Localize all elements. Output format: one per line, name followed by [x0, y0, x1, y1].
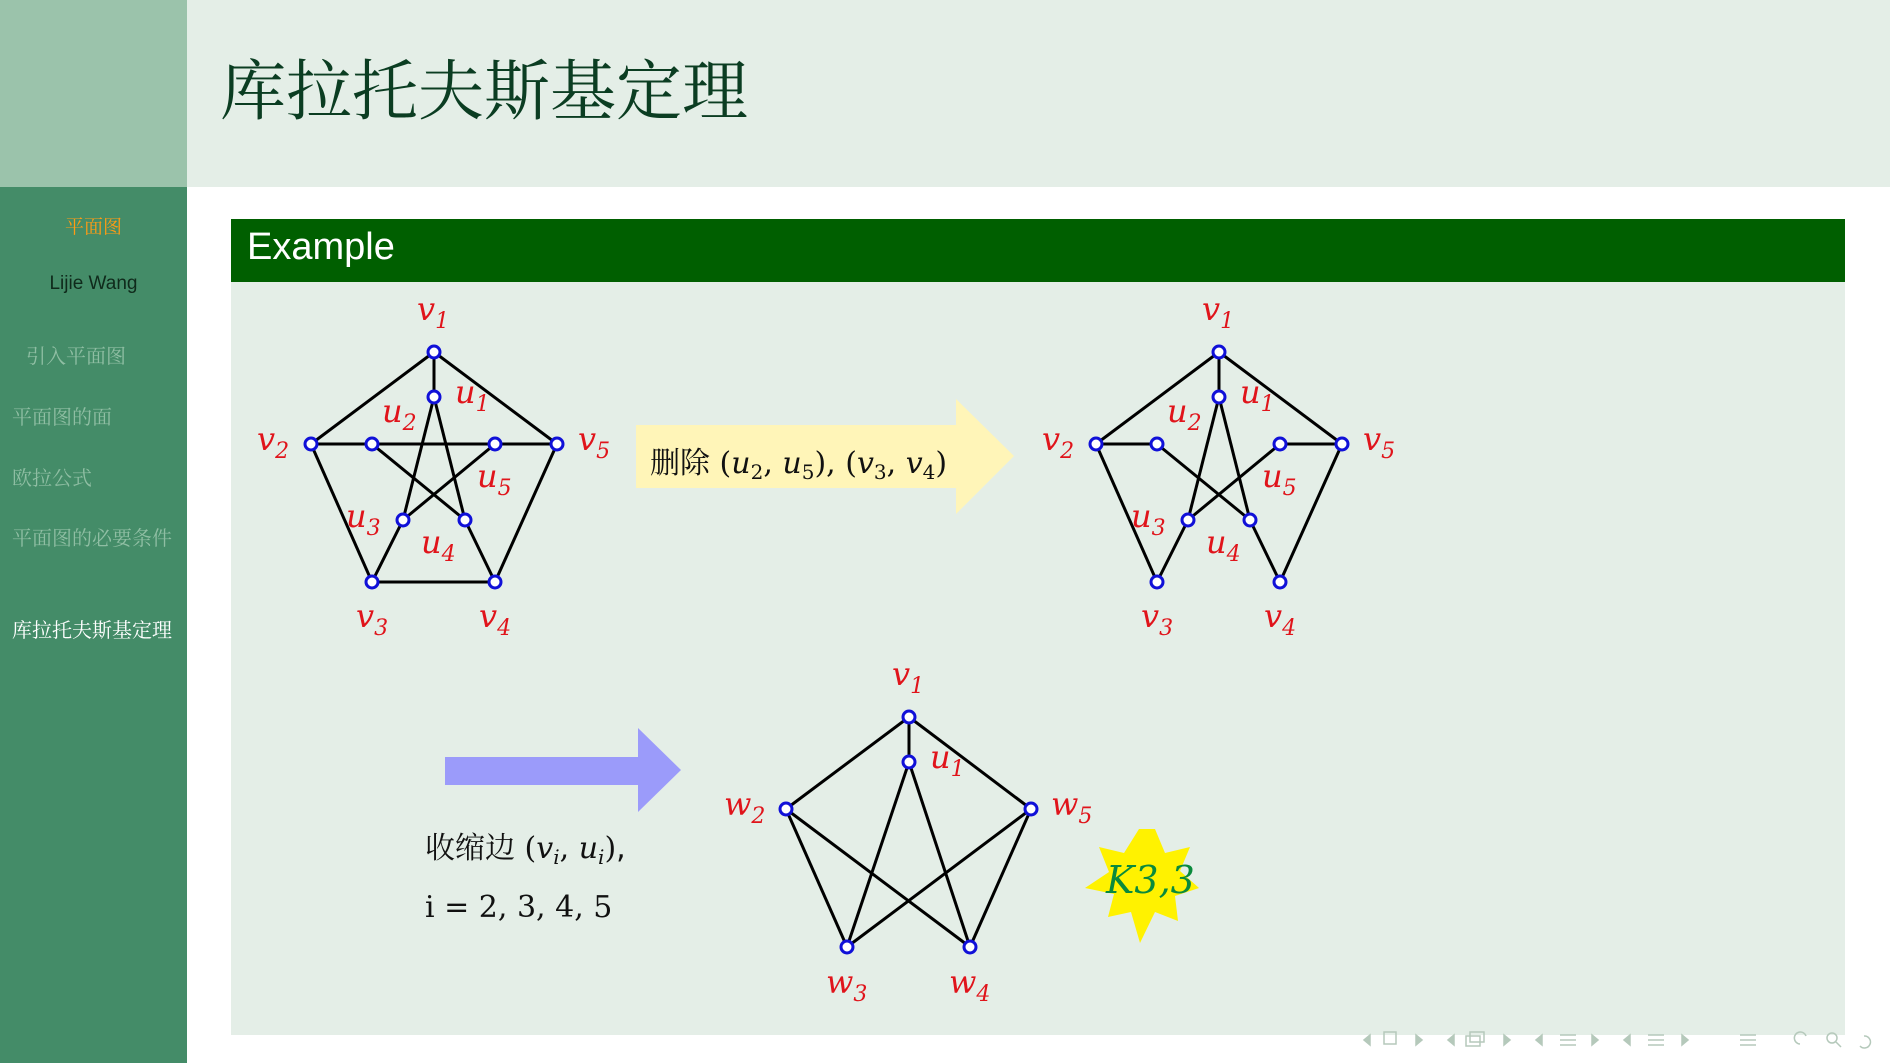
svg-text:v3: $v_3$	[1141, 597, 1174, 641]
svg-text:u4: $u_4$	[421, 523, 456, 567]
k33-label: K3,3	[1106, 858, 1195, 902]
sidebar-item-necessary[interactable]: 平面图的必要条件	[12, 526, 172, 550]
svg-text:v1: $v_1$	[892, 655, 925, 699]
svg-text:u1: $u_1$	[1240, 373, 1275, 417]
graph-contracted-labels	[724, 655, 1092, 1007]
svg-text:u2: $u_2$	[382, 392, 417, 436]
svg-text:u1: $u_1$	[455, 373, 490, 417]
svg-text:w3: $w_3$	[826, 963, 868, 1007]
svg-text:v1: $v_1$	[1202, 290, 1235, 334]
svg-text:v1: $v_1$	[417, 290, 450, 334]
svg-text:v5: $v_5$	[578, 420, 611, 464]
nav-controls	[1364, 1032, 1870, 1048]
svg-text:u4: $u_4$	[1206, 523, 1241, 567]
graph-deleted-labels	[1042, 290, 1395, 641]
svg-text:w2: $w_2$	[724, 785, 766, 829]
svg-text:w5: $w_5$	[1051, 785, 1093, 829]
contract-edge-label: 收缩边 ($v_i$, $u_i$),	[425, 831, 626, 869]
svg-text:v3: $v_3$	[356, 597, 389, 641]
sidebar-item-kuratowski[interactable]: 库拉托夫斯基定理	[12, 618, 172, 642]
svg-text:v2: $v_2$	[1042, 420, 1075, 464]
svg-text:w4: $w_4$	[949, 963, 991, 1007]
svg-text:v4: $v_4$	[1264, 597, 1297, 641]
delete-arrow-label: 删除 ($u_2$, $u_5$), ($v_3$, $v_4$)	[650, 446, 948, 484]
svg-text:u2: $u_2$	[1167, 392, 1202, 436]
sidebar-author: Lijie Wang	[49, 273, 138, 294]
sidebar-item-faces[interactable]: 平面图的面	[12, 405, 112, 429]
svg-text:v2: $v_2$	[257, 420, 290, 464]
svg-text:u1: $u_1$	[930, 738, 965, 782]
index-range-label: i = 2, 3, 4, 5	[425, 890, 613, 925]
svg-text:u3: $u_3$	[1131, 497, 1166, 541]
svg-text:v4: $v_4$	[479, 597, 512, 641]
example-block-title: Example	[247, 226, 395, 268]
sidebar-section-title[interactable]: 平面图	[64, 216, 122, 238]
graph-contracted	[786, 717, 1031, 947]
contract-arrow-shape	[445, 728, 681, 812]
svg-text:v5: $v_5$	[1363, 420, 1396, 464]
svg-text:u5: $u_5$	[1262, 457, 1297, 501]
page-title: 库拉托夫斯基定理	[220, 53, 748, 130]
sidebar-item-intro[interactable]: 引入平面图	[26, 344, 126, 368]
sidebar-item-euler[interactable]: 欧拉公式	[12, 466, 92, 490]
svg-text:u5: $u_5$	[477, 457, 512, 501]
graph-petersen-labels	[257, 290, 610, 641]
svg-text:u3: $u_3$	[346, 497, 381, 541]
